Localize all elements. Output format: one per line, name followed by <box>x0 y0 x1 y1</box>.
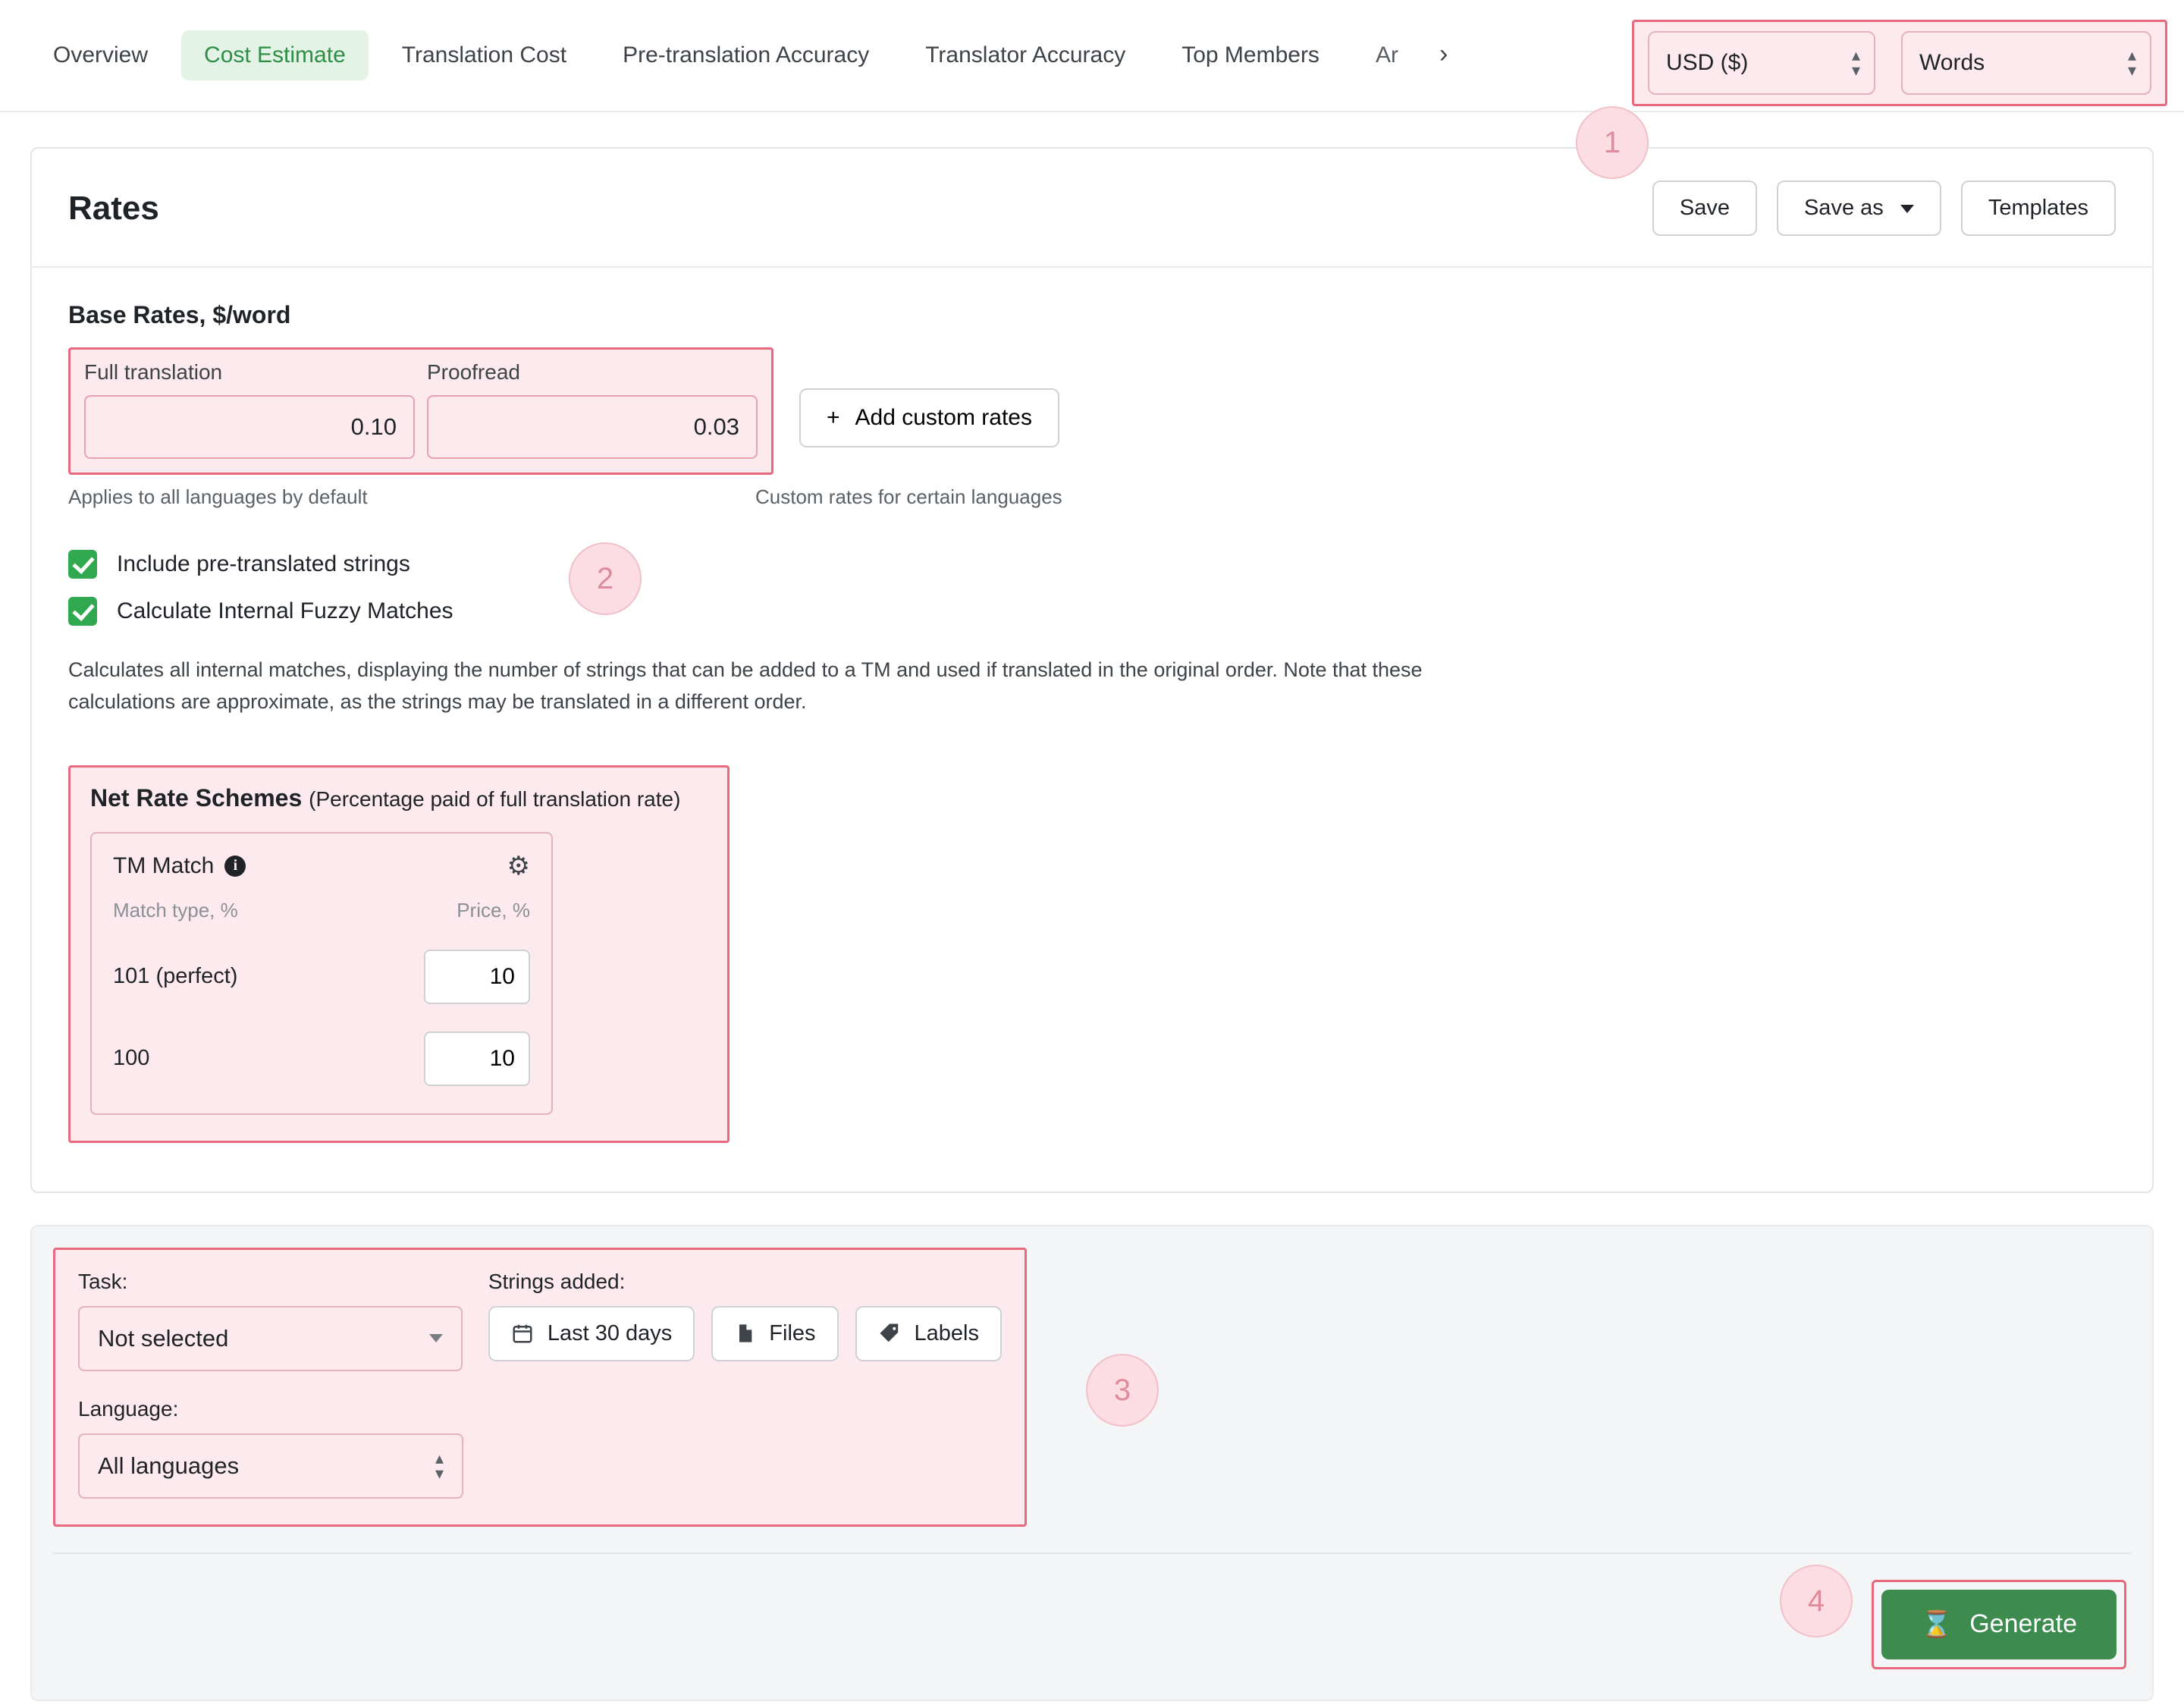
net-rate-schemes-subtitle: (Percentage paid of full translation rate) <box>309 786 681 811</box>
tab-top-members[interactable]: Top Members <box>1181 42 1320 68</box>
base-rates-heading: Base Rates, $/word <box>68 301 291 328</box>
tm-match-header <box>113 853 530 879</box>
proofread-field <box>427 360 758 459</box>
currency-select[interactable] <box>1648 31 1875 95</box>
tab-cost-estimate[interactable]: Cost Estimate <box>181 30 369 80</box>
hourglass-icon: ⌛ <box>1920 1609 1953 1639</box>
templates-button[interactable]: Templates <box>1961 181 2116 236</box>
net-rate-schemes-highlight <box>68 765 730 1143</box>
net-rate-schemes-title <box>90 784 708 812</box>
include-pretranslated-row[interactable] <box>68 550 2116 579</box>
base-rates-hint-right: Custom rates for certain languages <box>755 485 1062 508</box>
step-bubble-1: 1 <box>1576 106 1649 179</box>
language-label: Language: <box>78 1396 179 1421</box>
page-title: Rates <box>68 189 159 227</box>
tab-overview[interactable]: Overview <box>53 42 149 68</box>
base-rates-hints <box>68 485 2116 509</box>
tm-match-title <box>113 853 246 879</box>
task-select-value: Not selected <box>98 1324 229 1352</box>
rates-card <box>30 147 2154 1193</box>
tab-translator-accuracy[interactable]: Translator Accuracy <box>925 42 1126 68</box>
save-as-label: Save as <box>1803 196 1884 220</box>
tm-col-price: Price, % <box>457 898 530 922</box>
chevron-down-icon <box>429 1334 443 1342</box>
generate-label: Generate <box>1969 1609 2077 1639</box>
calendar-icon <box>511 1322 534 1345</box>
info-icon[interactable]: i <box>224 856 246 877</box>
task-label: Task: <box>78 1269 128 1293</box>
tm-col-match-type: Match type, % <box>113 898 238 922</box>
calculate-fuzzy-label: Calculate Internal Fuzzy Matches <box>117 598 453 623</box>
rates-card-body <box>32 268 2152 1192</box>
calculate-fuzzy-row[interactable] <box>68 597 2116 626</box>
step-bubble-2: 2 <box>569 542 642 615</box>
language-select-value: All languages <box>98 1452 240 1479</box>
task-select[interactable] <box>78 1306 463 1371</box>
proofread-label: Proofread <box>427 360 520 384</box>
filters-highlight <box>53 1248 1027 1527</box>
tab-pre-translation-accuracy[interactable]: Pre-translation Accuracy <box>623 42 870 68</box>
checkbox-calculate-fuzzy[interactable] <box>68 597 97 626</box>
chip-files-label: Files <box>769 1320 816 1345</box>
generate-highlight <box>1872 1580 2126 1669</box>
full-translation-input[interactable] <box>84 395 415 459</box>
chip-last-30-days[interactable] <box>488 1306 695 1361</box>
checkbox-include-pretranslated[interactable] <box>68 550 97 579</box>
strings-added-label: Strings added: <box>488 1269 626 1293</box>
rate-options <box>68 550 2116 626</box>
table-row <box>113 950 530 1004</box>
base-rates-hint-left: Applies to all languages by default <box>68 485 368 508</box>
include-pretranslated-label: Include pre-translated strings <box>117 551 410 576</box>
rates-card-header <box>32 149 2152 268</box>
full-translation-field <box>84 360 415 459</box>
chip-last-30-days-label: Last 30 days <box>547 1320 673 1345</box>
full-translation-label: Full translation <box>84 360 223 384</box>
plus-icon: + <box>827 405 840 430</box>
chip-labels-label: Labels <box>914 1320 979 1345</box>
gear-icon[interactable]: ⚙ <box>507 851 530 881</box>
save-button[interactable]: Save <box>1652 181 1757 236</box>
tag-icon <box>878 1322 901 1345</box>
unit-select[interactable] <box>1901 31 2151 95</box>
filters-top-row <box>78 1270 1002 1371</box>
tm-match-card <box>90 832 553 1115</box>
chip-labels[interactable] <box>855 1306 1002 1361</box>
currency-select-value: USD ($) <box>1666 50 1749 75</box>
tm-row-price-input[interactable] <box>424 950 530 1004</box>
updown-icon: ▴ ▾ <box>435 1448 444 1483</box>
tm-match-label: TM Match <box>113 852 215 878</box>
tm-row-price-input[interactable] <box>424 1031 530 1086</box>
proofread-input[interactable] <box>427 395 758 459</box>
chevron-down-icon <box>1900 205 1914 213</box>
tab-translation-cost[interactable]: Translation Cost <box>401 42 567 68</box>
net-rate-schemes-label: Net Rate Schemes <box>90 783 303 812</box>
strings-added-filter <box>488 1270 1002 1371</box>
tm-match-column-headers <box>113 899 530 922</box>
topbar-selectors <box>1632 20 2167 106</box>
language-filter <box>78 1397 463 1499</box>
strings-added-chips <box>488 1306 1002 1361</box>
file-icon <box>734 1322 755 1345</box>
add-custom-rates-label: Add custom rates <box>855 405 1032 430</box>
save-as-button[interactable] <box>1777 181 1941 236</box>
add-custom-rates-button[interactable] <box>799 388 1059 447</box>
chip-files[interactable] <box>711 1306 838 1361</box>
language-select[interactable] <box>78 1433 463 1499</box>
step-bubble-3: 3 <box>1086 1354 1159 1427</box>
base-rates-highlight <box>68 347 774 475</box>
step-bubble-4: 4 <box>1780 1565 1853 1637</box>
analytics-tabbar <box>0 0 2184 112</box>
updown-icon: ▴ ▾ <box>2127 46 2136 80</box>
updown-icon: ▴ ▾ <box>1851 46 1860 80</box>
tm-row-match: 101 (perfect) <box>113 964 238 989</box>
task-filter <box>78 1270 463 1371</box>
table-row <box>113 1031 530 1086</box>
chevron-right-icon[interactable]: › <box>1439 39 1448 68</box>
fuzzy-description: Calculates all internal matches, displaying the number of strings that can be added to a TM and used if translated in the original order. Note that these calculations are approximate, as the strings may be translated in a different order. <box>68 658 1423 713</box>
generate-button[interactable] <box>1881 1590 2117 1659</box>
unit-select-value: Words <box>1919 50 1985 75</box>
rates-card-actions <box>1652 181 2116 236</box>
tab-archived[interactable]: Ar <box>1375 42 1398 68</box>
tm-row-match: 100 <box>113 1046 150 1071</box>
base-rates-row <box>68 347 2116 475</box>
